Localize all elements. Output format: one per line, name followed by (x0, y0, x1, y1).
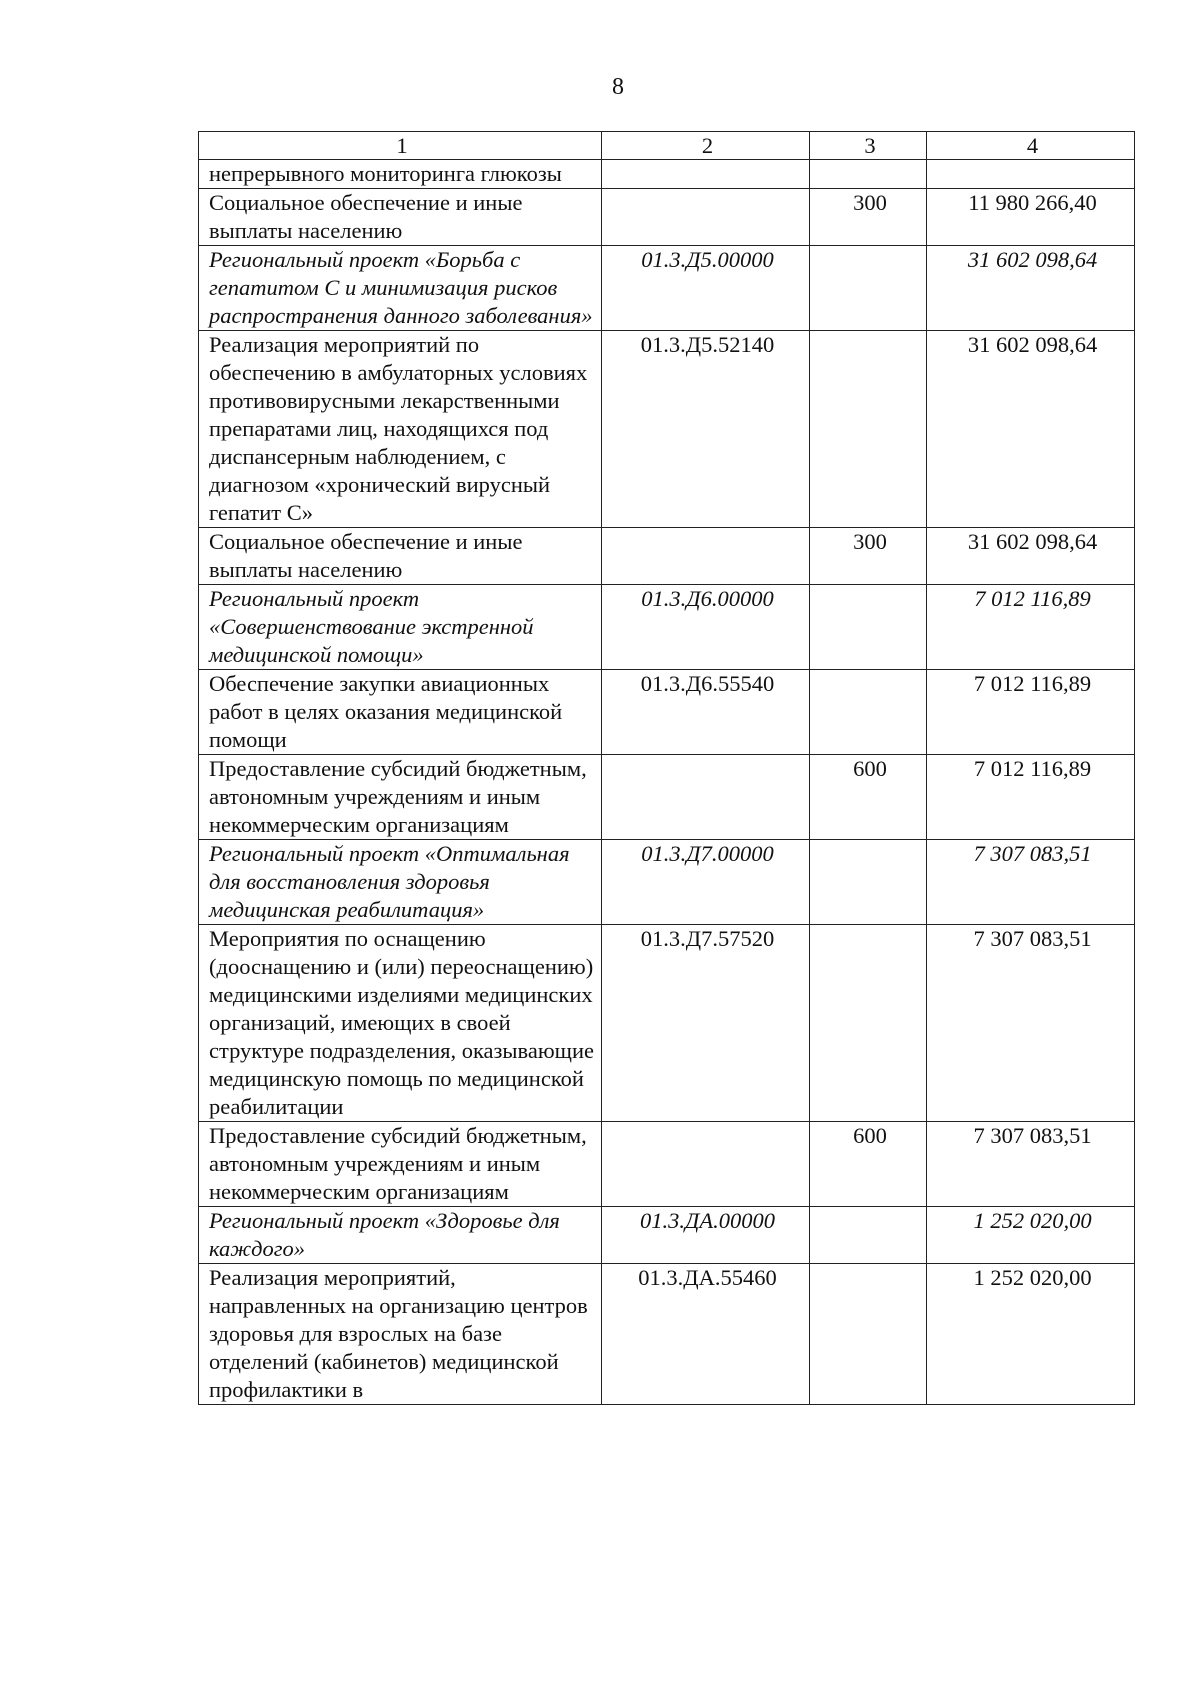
row-type-cell (810, 585, 927, 670)
row-name-cell: Реализация мероприятий по обеспечению в амбулаторных условиях противовирусными лекарственными препаратами лиц, находящихся под диспансерным наблюдением, с диагнозом «хронический вирусный гепатит С» (199, 331, 602, 528)
row-type-cell (810, 246, 927, 331)
row-amount-cell: 31 602 098,64 (927, 331, 1135, 528)
table-row (199, 1122, 1135, 1207)
row-type-cell: 600 (810, 1122, 927, 1207)
table-row (199, 840, 1135, 925)
row-code-cell: 01.3.Д6.00000 (602, 585, 810, 670)
table-row (199, 925, 1135, 1122)
row-name-cell: Региональный проект «Здоровье для каждого» (199, 1207, 602, 1264)
row-code-cell (602, 189, 810, 246)
row-amount-cell: 7 307 083,51 (927, 840, 1135, 925)
row-amount-cell: 11 980 266,40 (927, 189, 1135, 246)
row-amount-cell: 31 602 098,64 (927, 246, 1135, 331)
row-amount-cell: 7 307 083,51 (927, 925, 1135, 1122)
row-code-cell: 01.3.Д7.57520 (602, 925, 810, 1122)
row-code-cell: 01.3.ДА.55460 (602, 1264, 810, 1405)
row-name-cell: Реализация мероприятий, направленных на организацию центров здоровья для взрослых на базе отделений (кабинетов) медицинской профилактики в (199, 1264, 602, 1405)
table-row (199, 331, 1135, 528)
row-code-cell: 01.3.Д7.00000 (602, 840, 810, 925)
row-amount-cell: 1 252 020,00 (927, 1207, 1135, 1264)
table-row (199, 189, 1135, 246)
row-name-cell: Обеспечение закупки авиационных работ в целях оказания медицинской помощи (199, 670, 602, 755)
row-code-cell: 01.3.Д5.52140 (602, 331, 810, 528)
row-name-cell: Региональный проект «Совершенствование экстренной медицинской помощи» (199, 585, 602, 670)
page-number: 8 (612, 74, 624, 100)
row-code-cell (602, 160, 810, 189)
row-type-cell (810, 331, 927, 528)
row-type-cell (810, 160, 927, 189)
table-header-row (199, 132, 1135, 160)
table-row (199, 1264, 1135, 1405)
row-name-cell: Предоставление субсидий бюджетным, автономным учреждениям и иным некоммерческим организациям (199, 1122, 602, 1207)
row-name-cell: Региональный проект «Борьба с гепатитом С и минимизация рисков распространения данного заболевания» (199, 246, 602, 331)
table-row (199, 160, 1135, 189)
row-code-cell (602, 528, 810, 585)
row-type-cell (810, 1264, 927, 1405)
row-name-cell: непрерывного мониторинга глюкозы (199, 160, 602, 189)
row-type-cell (810, 1207, 927, 1264)
row-type-cell (810, 840, 927, 925)
row-code-cell: 01.3.ДА.00000 (602, 1207, 810, 1264)
row-name-cell: Предоставление субсидий бюджетным, автономным учреждениям и иным некоммерческим организациям (199, 755, 602, 840)
row-type-cell: 300 (810, 189, 927, 246)
row-amount-cell: 7 012 116,89 (927, 585, 1135, 670)
row-code-cell: 01.3.Д6.55540 (602, 670, 810, 755)
row-name-cell: Региональный проект «Оптимальная для восстановления здоровья медицинская реабилитация» (199, 840, 602, 925)
row-name-cell: Социальное обеспечение и иные выплаты населению (199, 528, 602, 585)
table-row (199, 670, 1135, 755)
row-name-cell: Социальное обеспечение и иные выплаты населению (199, 189, 602, 246)
table-row (199, 246, 1135, 331)
row-type-cell (810, 925, 927, 1122)
header-col-3: 3 (810, 132, 927, 160)
row-amount-cell: 1 252 020,00 (927, 1264, 1135, 1405)
table-row (199, 755, 1135, 840)
row-type-cell: 600 (810, 755, 927, 840)
header-col-1: 1 (199, 132, 602, 160)
row-name-cell: Мероприятия по оснащению (дооснащению и (или) переоснащению) медицинскими изделиями медицинских организаций, имеющих в своей структуре подразделения, оказывающие медицинскую помощь по медицинской реабилитации (199, 925, 602, 1122)
row-code-cell: 01.3.Д5.00000 (602, 246, 810, 331)
row-code-cell (602, 755, 810, 840)
table-row (199, 585, 1135, 670)
header-col-2: 2 (602, 132, 810, 160)
table-row (199, 528, 1135, 585)
row-amount-cell (927, 160, 1135, 189)
row-type-cell (810, 670, 927, 755)
row-type-cell: 300 (810, 528, 927, 585)
row-amount-cell: 31 602 098,64 (927, 528, 1135, 585)
row-amount-cell: 7 307 083,51 (927, 1122, 1135, 1207)
row-amount-cell: 7 012 116,89 (927, 755, 1135, 840)
header-col-4: 4 (927, 132, 1135, 160)
row-amount-cell: 7 012 116,89 (927, 670, 1135, 755)
budget-table (198, 131, 1135, 1405)
row-code-cell (602, 1122, 810, 1207)
table-row (199, 1207, 1135, 1264)
